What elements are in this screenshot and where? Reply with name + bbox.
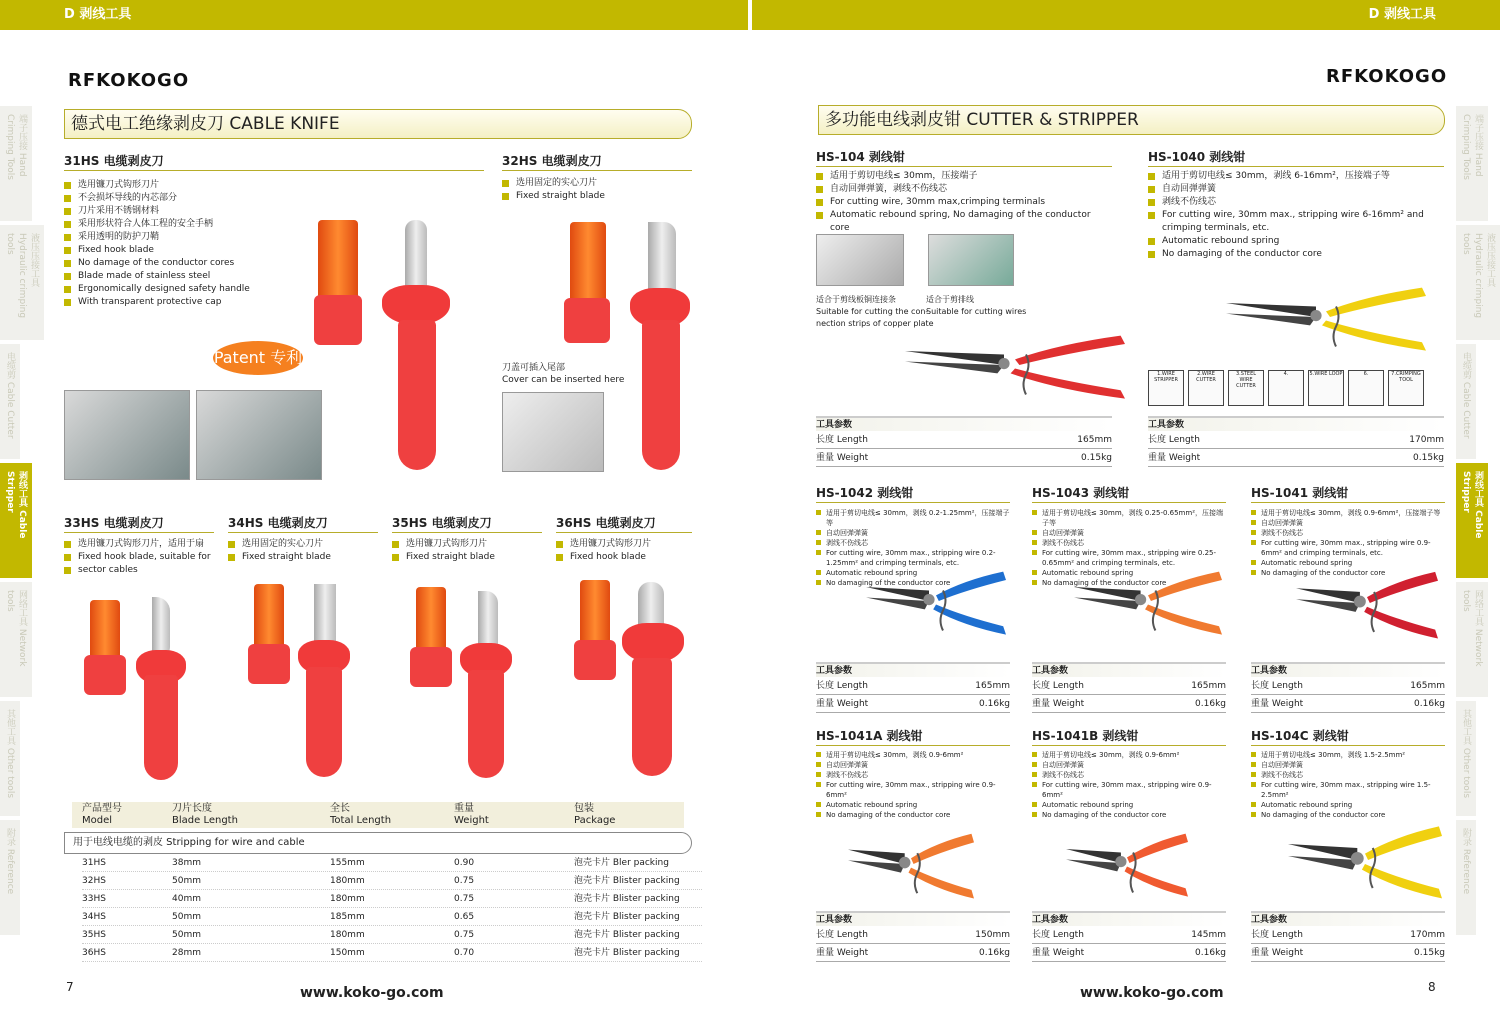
side-tab-0[interactable]: 端子压接 Hand Crimping Tools [0,106,32,221]
bullet-item: No damaging of the conductor core [816,578,1010,588]
plier-image-hs1042 [866,566,1006,636]
plier-image-hs1040 [1226,282,1426,352]
plier-image-hs1041b [1066,828,1188,898]
product-title-hs104: HS-104 剥线钳 [816,150,905,164]
function-icon: 2.WIRE CUTTER [1188,370,1224,406]
knife-31hs-image [310,215,450,475]
bullet-item: 剥线不伤线芯 [1148,196,1444,209]
side-tab-6[interactable]: 附录 Reference [0,820,20,935]
bullet-item: sector cables [64,564,211,577]
bullet-item: For cutting wire, 30mm max,crimping terminals [816,196,1112,209]
caption-hs104-2: 适合于剪排线 Suitable for cutting wires [926,295,1027,316]
page-number-right: 8 [1428,980,1436,994]
bullet-item: For cutting wire, 30mm max., stripping wire 0.25-0.65mm² and crimping terminals, etc. [1032,548,1226,568]
section-title-cable-knife: 德式电工绝缘剥皮刀 CABLE KNIFE [64,109,692,139]
bullets-36hs [556,538,651,564]
function-icon: 7.CRIMPING TOOL [1388,370,1424,406]
bullet-item: Automatic rebound spring [816,568,1010,578]
bullet-item: 适用于剪切电线≤ 30mm，压接端子 [816,170,1112,183]
bullet-item: Blade made of stainless steel [64,270,250,283]
product-title-hs1042: HS-1042 剥线钳 [816,486,914,500]
bullet-item: 适用于剪切电线≤ 30mm，剥线 0.2-1.25mm²，压接端子等 [816,508,1010,528]
section-title-cutter-stripper: 多功能电线剥皮钳 CUTTER & STRIPPER [818,105,1445,135]
bullet-item: Fixed straight blade [392,551,495,564]
bullet-item: For cutting wire, 30mm max., stripping wire 0.9-6mm² [816,780,1010,800]
footer-url-right[interactable]: www.koko-go.com [1080,985,1224,1001]
product-title-hs1041a: HS-1041A 剥线钳 [816,729,923,743]
header-right: D 剥线工具 [752,0,1500,30]
bullet-item: 自动回弹弹簧 [1251,760,1445,770]
product-title-36hs: 36HS 电缆剥皮刀 [556,516,656,530]
side-tab-0[interactable]: 端子压接 Hand Crimping Tools [1456,106,1488,221]
product-title-hs1043: HS-1043 剥线钳 [1032,486,1130,500]
bullet-item: Automatic rebound spring [1148,235,1444,248]
spec-hs1041a: 工具参数 长度 Length 150mm 重量 Weight 0.16kg [816,911,1010,962]
bullet-item: 自动回弹弹簧 [1148,183,1444,196]
bullet-item: Automatic rebound spring [1251,800,1445,810]
brand-logo-right: RFKOKOGO [1326,66,1448,87]
bullets-31hs [64,179,250,309]
bullet-item: 自动回弹弹簧 [816,528,1010,538]
note-32hs: 刀盖可插入尾部 Cover can be inserted here [502,363,625,385]
bullet-item: 选用镰刀式钩形刀片 [392,538,495,551]
bullets-34hs [228,538,331,564]
bullet-item: No damaging of the conductor core [816,810,1010,820]
side-tabs-right [1456,106,1500,939]
bullet-item: Automatic rebound spring, No damaging of the conductor core [816,209,1112,235]
table-row: 32HS 50mm 180mm 0.75 泡壳卡片 Blister packing [82,872,702,890]
plier-image-hs1043 [1074,566,1222,636]
bullets-hs104c [1251,750,1445,820]
footer-url-left[interactable]: www.koko-go.com [300,985,444,1001]
header-left: D 剥线工具 [0,0,748,30]
bullet-item: 不会损坏导线的内芯部分 [64,192,250,205]
table-row: 36HS 28mm 150mm 0.70 泡壳卡片 Blister packing [82,944,702,962]
bullet-item: Automatic rebound spring [1251,558,1445,568]
bullet-item: 选用镰刀式钩形刀片 [556,538,651,551]
bullet-item: 适用于剪切电线≤ 30mm，剥线 0.9-6mm²，压接端子等 [1251,508,1445,518]
product-title-hs1041: HS-1041 剥线钳 [1251,486,1349,500]
product-title-33hs: 33HS 电缆剥皮刀 [64,516,164,530]
hs1040-function-icons [1148,370,1424,406]
side-tab-2[interactable]: 电缆剪 Cable Cutter [0,344,20,459]
bullet-item: Fixed straight blade [228,551,331,564]
product-title-32hs: 32HS 电缆剥皮刀 [502,154,602,168]
bullet-item: 适用于剪切电线≤ 30mm，剥线 0.25-0.65mm²，压接端子等 [1032,508,1226,528]
bullet-item: 自动回弹弹簧 [816,760,1010,770]
bullet-item: 自动回弹弹簧，剥线不伤线芯 [816,183,1112,196]
table-group-row: 用于电线电缆的剥皮 Stripping for wire and cable [64,832,692,854]
side-tab-5[interactable]: 其他工具 Other tools [1456,701,1476,816]
usage-photo-1 [64,390,190,480]
bullets-hs104 [816,170,1112,235]
spec-hs104c: 工具参数 长度 Length 170mm 重量 Weight 0.15kg [1251,911,1445,962]
page-number-left: 7 [66,980,74,994]
usage-photo-2 [196,390,322,480]
bullet-item: 刀片采用不锈钢材料 [64,205,250,218]
bullet-item: 剥线不伤线芯 [816,538,1010,548]
bullet-item: 自动回弹弹簧 [1032,528,1226,538]
bullet-item: 选用固定的实心刀片 [228,538,331,551]
spec-hs104: 工具参数 长度 Length 165mm 重量 Weight 0.15kg [816,416,1112,467]
side-tab-3[interactable]: 剥线工具 Cable Stripper [0,463,32,578]
bullet-item: 采用透明的防护刀鞘 [64,231,250,244]
function-icon: 6. [1348,370,1384,406]
product-title-34hs: 34HS 电缆剥皮刀 [228,516,328,530]
knife-36hs-image [572,578,692,780]
side-tab-5[interactable]: 其他工具 Other tools [0,701,20,816]
side-tab-4[interactable]: 网络工具 Network tools [1456,582,1488,697]
side-tab-1[interactable]: 液压压接工具 Hydraulic crimping tools [1456,225,1500,340]
bullet-item: 剥线不伤线芯 [1032,538,1226,548]
bullets-32hs [502,177,605,203]
bullet-item: With transparent protective cap [64,296,250,309]
knife-spec-table: 产品型号 Model 刀片长度 Blade Length 全长 Total Length 重量 Weight 包装 Package 31HS 38mm 155mm 0.90 泡壳卡片 Bler packing 32HS 50mm 180mm 0.75 泡壳卡片 Blister packing 33HS 40mm 180mm 0.75 泡壳卡片 Blister packing 34HS 50mm 185mm 0.65 泡壳卡片 Blister packing 35HS 50mm 180mm 0.75 泡壳卡片 Blister packing 36HS 28mm 150mm 0.70 泡壳卡片 Blister packing [82,803,702,973]
side-tab-1[interactable]: 液压压接工具 Hydraulic crimping tools [0,225,44,340]
bullet-item: 自动回弹弹簧 [1032,760,1226,770]
table-row: 33HS 40mm 180mm 0.75 泡壳卡片 Blister packing [82,890,702,908]
table-row: 35HS 50mm 180mm 0.75 泡壳卡片 Blister packing [82,926,702,944]
bullet-item: No damaging of the conductor core [1251,568,1445,578]
bullet-item: Fixed hook blade [64,244,250,257]
bullet-item: 选用镰刀式钩形刀片，适用于扇 [64,538,211,551]
bullet-item: No damaging of the conductor core [1148,248,1444,261]
bullet-item: 剥线不伤线芯 [1251,770,1445,780]
bullet-item: Automatic rebound spring [1032,800,1226,810]
bullet-item: 适用于剪切电线≤ 30mm，剥线 6-16mm²，压接端子等 [1148,170,1444,183]
bullet-item: No damaging of the conductor core [1251,810,1445,820]
table-row: 31HS 38mm 155mm 0.90 泡壳卡片 Bler packing [82,854,702,872]
cover-insert-photo [502,392,604,472]
brand-logo-left: RFKOKOGO [68,70,190,91]
bullet-item: Automatic rebound spring [816,800,1010,810]
bullet-item: 剥线不伤线芯 [816,770,1010,780]
knife-35hs-image [408,585,518,780]
knife-33hs-image [82,595,192,785]
function-icon: 4. [1268,370,1304,406]
bullet-item: 剥线不伤线芯 [1032,770,1226,780]
product-title-hs1041b: HS-1041B 剥线钳 [1032,729,1139,743]
bullet-item: For cutting wire, 30mm max., stripping wire 0.2-1.25mm² and crimping terminals, etc. [816,548,1010,568]
bullet-item: For cutting wire, 30mm max., stripping wire 0.9-6mm² and crimping terminals, etc. [1251,538,1445,558]
bullet-item: For cutting wire, 30mm max., stripping wire 6-16mm² and crimping terminals, etc. [1148,209,1444,235]
bullet-item: 适用于剪切电线≤ 30mm，剥线 0.9-6mm² [816,750,1010,760]
bullet-item: No damaging of the conductor core [1032,578,1226,588]
side-tab-6[interactable]: 附录 Reference [1456,820,1476,935]
bullet-item: Fixed hook blade [556,551,651,564]
side-tab-3[interactable]: 剥线工具 Cable Stripper [1456,463,1488,578]
bullet-item: Fixed hook blade, suitable for [64,551,211,564]
spec-hs1043: 工具参数 长度 Length 165mm 重量 Weight 0.16kg [1032,662,1226,713]
bullet-item: 选用固定的实心刀片 [502,177,605,190]
bullets-hs1041b [1032,750,1226,820]
spec-hs1042: 工具参数 长度 Length 165mm 重量 Weight 0.16kg [816,662,1010,713]
plier-image-hs1041a [848,828,974,900]
plier-image-hs104c [1288,820,1442,900]
side-tab-2[interactable]: 电缆剪 Cable Cutter [1456,344,1476,459]
plier-image-hs1041 [1296,566,1438,640]
product-title-hs104c: HS-104C 剥线钳 [1251,729,1349,743]
function-icon: 5.WIRE LOOP [1308,370,1344,406]
bullet-item: 适用于剪切电线≤ 30mm，剥线 1.5-2.5mm² [1251,750,1445,760]
bullet-item: 自动回弹弹簧 [1251,518,1445,528]
bullets-hs1041a [816,750,1010,820]
spec-hs1040: 工具参数 长度 Length 170mm 重量 Weight 0.15kg [1148,416,1444,467]
bullet-item: 剥线不伤线芯 [1251,528,1445,538]
spec-hs1041b: 工具参数 长度 Length 145mm 重量 Weight 0.16kg [1032,911,1226,962]
product-title-31hs: 31HS 电缆剥皮刀 [64,154,164,168]
bullets-35hs [392,538,495,564]
bullet-item: 选用镰刀式钩形刀片 [64,179,250,192]
patent-badge: Patent 专利 [213,341,303,375]
bullet-item: 适用于剪切电线≤ 30mm，剥线 0.9-6mm² [1032,750,1226,760]
table-row: 34HS 50mm 185mm 0.65 泡壳卡片 Blister packing [82,908,702,926]
bullet-item: Fixed straight blade [502,190,605,203]
bullet-item: No damage of the conductor cores [64,257,250,270]
hs104-usage-photo-1 [816,234,904,286]
function-icon: 1.WIRE STRIPPER [1148,370,1184,406]
side-tab-4[interactable]: 网络工具 Network tools [0,582,32,697]
bullet-item: For cutting wire, 30mm max., stripping wire 0.9-6mm² [1032,780,1226,800]
function-icon: 3.STEEL WIRE CUTTER [1228,370,1264,406]
caption-hs104-1: 适合于剪线板铜连接条 Suitable for cutting the con- nection strips of copper plate [816,295,934,328]
bullet-item: For cutting wire, 30mm max., stripping wire 1.5-2.5mm² [1251,780,1445,800]
bullet-item: 采用形状符合人体工程的安全手柄 [64,218,250,231]
product-title-35hs: 35HS 电缆剥皮刀 [392,516,492,530]
spec-hs1041: 工具参数 长度 Length 165mm 重量 Weight 0.16kg [1251,662,1445,713]
bullet-item: No damaging of the conductor core [1032,810,1226,820]
bullets-hs1040 [1148,170,1444,261]
side-tabs-left [0,106,44,939]
plier-image-hs104 [905,330,1125,400]
product-title-hs1040: HS-1040 剥线钳 [1148,150,1246,164]
bullets-33hs [64,538,211,577]
bullet-item: Ergonomically designed safety handle [64,283,250,296]
bullet-item: Automatic rebound spring [1032,568,1226,578]
hs104-usage-photo-2 [928,234,1014,286]
knife-34hs-image [246,582,356,782]
